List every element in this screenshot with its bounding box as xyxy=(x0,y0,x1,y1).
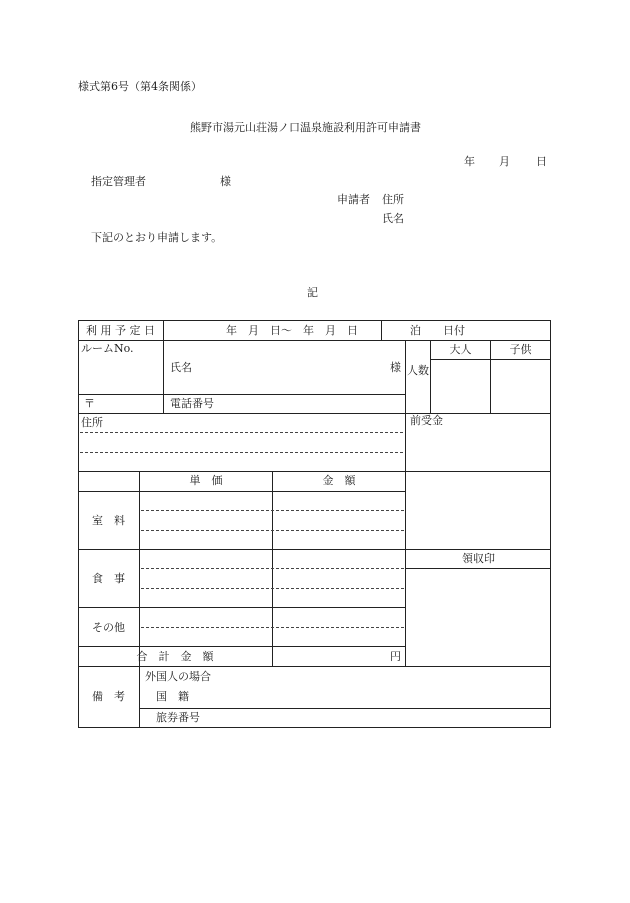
addressee-honorific: 様 xyxy=(220,175,231,188)
remarks-label: 備 考 xyxy=(92,690,125,703)
unit-price-header: 単 価 xyxy=(189,474,223,487)
form-number-label: 様式第6号（第4条関係） xyxy=(78,80,202,93)
yen-label: 円 xyxy=(390,650,401,663)
room-no-label: ルームNo. xyxy=(81,342,134,355)
ki-label: 記 xyxy=(307,286,318,299)
adult-label: 大人 xyxy=(449,343,472,356)
applicant-address-label: 住所 xyxy=(382,193,404,206)
passport-number-label: 旅券番号 xyxy=(156,711,200,724)
usage-date-label: 利 用 予 定 日 xyxy=(86,324,155,337)
date-month-label: 月 xyxy=(499,155,510,168)
address-label: 住所 xyxy=(81,416,103,429)
meal-label: 食 事 xyxy=(92,572,125,585)
document-title: 熊野市湯元山荘湯ノ口温泉施設利用許可申請書 xyxy=(190,121,421,134)
nights-label[interactable]: 泊 日付 xyxy=(410,324,465,337)
date-day-label: 日 xyxy=(536,155,547,168)
intro-text: 下記のとおり申請します。 xyxy=(91,231,223,244)
applicant-label: 申請者 xyxy=(337,193,370,206)
date-year-label: 年 xyxy=(464,155,475,168)
guest-honorific: 様 xyxy=(390,361,401,374)
applicant-name-label: 氏名 xyxy=(382,212,404,225)
nationality-label: 国 籍 xyxy=(156,690,189,703)
phone-label: 電話番号 xyxy=(170,397,214,410)
postal-mark: 〒 xyxy=(84,397,95,410)
addressee-label: 指定管理者 xyxy=(91,175,146,188)
total-amount-label: 合 計 金 額 xyxy=(136,650,214,663)
amount-header: 金 額 xyxy=(322,474,356,487)
receipt-stamp-label: 領収印 xyxy=(462,552,495,565)
people-count-label: 人数 xyxy=(407,364,429,377)
usage-date-value[interactable]: 年 月 日〜 年 月 日 xyxy=(226,324,358,337)
other-label: その他 xyxy=(92,621,125,634)
child-label: 子供 xyxy=(509,343,532,356)
advance-payment-label: 前受金 xyxy=(410,414,443,427)
room-fee-label: 室 料 xyxy=(92,514,125,527)
foreigner-label: 外国人の場合 xyxy=(145,670,211,683)
guest-name-label: 氏名 xyxy=(170,361,192,374)
